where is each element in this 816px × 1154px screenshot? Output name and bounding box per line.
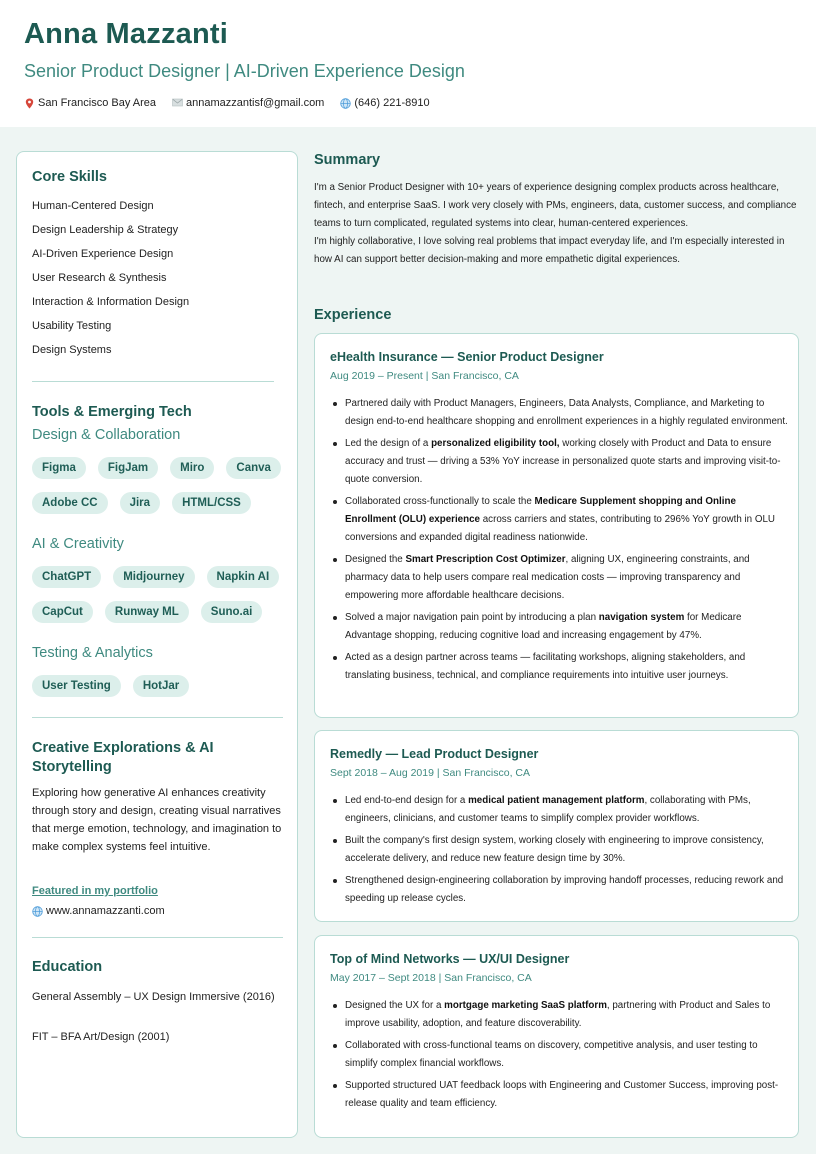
section-divider bbox=[32, 381, 274, 382]
job-bullets bbox=[330, 792, 788, 912]
job-dates: May 2017 – Sept 2018 | San Francisco, CA bbox=[330, 972, 532, 984]
job-bullet bbox=[330, 649, 788, 685]
tool-chip: Miro bbox=[170, 457, 214, 479]
job-bullets bbox=[330, 997, 788, 1117]
education-item: General Assembly – UX Design Immersive (2016) bbox=[32, 991, 275, 1003]
experience-heading: Experience bbox=[314, 307, 392, 323]
bullet-highlight: navigation system bbox=[598, 612, 685, 623]
bullet-text: Supported structured UAT feedback loops with Engineering and Customer Success, improving post-release quality and team efficiency. bbox=[345, 1080, 779, 1109]
bullet-text: Designed the UX for a bbox=[345, 1000, 445, 1011]
creative-heading-line2: Storytelling bbox=[32, 759, 112, 775]
bullet-highlight: Medicare Supplement shopping and Online Enrollment (OLU) experience bbox=[345, 496, 736, 525]
bullet-highlight: medical patient management platform bbox=[468, 795, 645, 806]
tool-chip: FigJam bbox=[98, 457, 158, 479]
tool-chip: Napkin AI bbox=[207, 566, 280, 588]
candidate-name: Anna Mazzanti bbox=[24, 18, 228, 50]
tool-chip: Adobe CC bbox=[32, 492, 108, 514]
section-divider bbox=[32, 937, 283, 938]
job-bullet bbox=[330, 832, 788, 868]
map-pin-icon bbox=[24, 98, 35, 109]
tool-chip: Figma bbox=[32, 457, 86, 479]
envelope-icon bbox=[172, 98, 183, 109]
bullet-text: working closely with Product and Data to ensure accuracy and trust — driving a 53% YoY increase in personalized quote starts and improving visit-to-quote conversion. bbox=[345, 438, 781, 485]
bullet-highlight: mortgage marketing SaaS platform bbox=[444, 1000, 607, 1011]
creative-description: Exploring how generative AI enhances creativity through story and design, creating visual narratives that merge emotion, technology, and imagination to make complex systems feel intuitive. bbox=[32, 787, 282, 853]
contact-info bbox=[24, 97, 446, 109]
bullet-highlight: Smart Prescription Cost Optimizer bbox=[405, 554, 566, 565]
tool-chip: Runway ML bbox=[105, 601, 189, 623]
bullet-text: across carriers and states, contributing to 296% YoY growth in OLU conversions and expanded digital readiness nationwide. bbox=[345, 514, 775, 543]
tool-chip: HTML/CSS bbox=[172, 492, 251, 514]
job-bullets bbox=[330, 395, 788, 689]
tool-chip: Canva bbox=[226, 457, 281, 479]
creative-heading-line1: Creative Explorations & AI bbox=[32, 740, 214, 756]
testing-analytics-chips bbox=[32, 675, 292, 697]
bullet-highlight: personalized eligibility tool, bbox=[431, 438, 560, 449]
education-item: FIT – BFA Art/Design (2001) bbox=[32, 1031, 170, 1043]
job-dates: Aug 2019 – Present | San Francisco, CA bbox=[330, 370, 519, 382]
skill-item: Interaction & Information Design bbox=[32, 296, 190, 308]
skill-item: Design Leadership & Strategy bbox=[32, 224, 179, 236]
summary-paragraph: I'm a Senior Product Designer with 10+ years of experience designing complex products across healthcare, fintech, and enterprise SaaS. I work very closely with PMs, engineers, data, customer success, and compliance teams to turn complicated, regulated systems into clear, human-centered experiences. bbox=[314, 182, 797, 229]
testing-analytics-subheading: Testing & Analytics bbox=[32, 645, 153, 661]
summary-text bbox=[314, 179, 799, 269]
job-bullet bbox=[330, 395, 788, 431]
summary-heading: Summary bbox=[314, 152, 381, 168]
location-text: San Francisco Bay Area bbox=[38, 97, 157, 109]
contact-email[interactable] bbox=[172, 97, 324, 109]
job-role: Remedly — Lead Product Designer bbox=[330, 747, 539, 761]
design-collab-chips bbox=[32, 457, 292, 514]
ai-creativity-chips bbox=[32, 566, 292, 623]
email-text[interactable]: annamazzantisf@gmail.com bbox=[186, 97, 325, 109]
job-bullet bbox=[330, 1077, 788, 1113]
globe-icon bbox=[32, 906, 43, 917]
skill-item: Design Systems bbox=[32, 344, 112, 356]
bullet-text: Acted as a design partner across teams — facilitating workshops, aligning stakeholders, and translating business, technical, and compliance requirements into intuitive user journeys. bbox=[345, 652, 746, 681]
core-skills-heading: Core Skills bbox=[32, 169, 107, 185]
job-role: eHealth Insurance — Senior Product Designer bbox=[330, 350, 604, 364]
job-dates: Sept 2018 – Aug 2019 | San Francisco, CA bbox=[330, 767, 531, 779]
job-card bbox=[314, 730, 799, 922]
bullet-text: Led the design of a bbox=[345, 438, 432, 449]
skill-item: User Research & Synthesis bbox=[32, 272, 167, 284]
website-text[interactable]: www.annamazzanti.com bbox=[46, 905, 165, 917]
bullet-text: , collaborating with PMs, engineers, clinicians, and customer teams to simplify complex provider workflows. bbox=[345, 795, 751, 824]
bullet-text: Led end-to-end design for a bbox=[345, 795, 469, 806]
tool-chip: ChatGPT bbox=[32, 566, 101, 588]
bullet-text: , aligning UX, engineering constraints, and pharmacy data to help users compare real medication costs — improving transparency and empowering more affordable healthcare decisions. bbox=[345, 554, 750, 601]
tool-chip: CapCut bbox=[32, 601, 93, 623]
ai-creativity-subheading: AI & Creativity bbox=[32, 536, 124, 552]
job-bullet bbox=[330, 792, 788, 828]
job-role: Top of Mind Networks — UX/UI Designer bbox=[330, 952, 570, 966]
job-bullet bbox=[330, 997, 788, 1033]
job-bullet bbox=[330, 609, 788, 645]
contact-location bbox=[24, 97, 156, 109]
skill-item: Usability Testing bbox=[32, 320, 112, 332]
tool-chip: Jira bbox=[120, 492, 160, 514]
bullet-text: Collaborated with cross-functional teams on discovery, competitive analysis, and user testing to simplify complex financial workflows. bbox=[345, 1040, 758, 1069]
featured-portfolio-link[interactable]: Featured in my portfolio bbox=[32, 885, 158, 897]
skill-item: AI-Driven Experience Design bbox=[32, 248, 174, 260]
bullet-text: Strengthened design-engineering collaboration by improving handoff processes, reducing rework and speeding up release cycles. bbox=[345, 875, 784, 904]
bullet-text: Built the company's first design system, working closely with engineering to improve consistency, accelerate delivery, and reduce new feature design time by 30%. bbox=[345, 835, 764, 864]
education-heading: Education bbox=[32, 959, 103, 975]
summary-paragraph: I'm highly collaborative, I love solving real problems that impact everyday life, and I'm especially interested in how AI can support better decision-making and more empathetic digital experiences. bbox=[314, 236, 785, 265]
job-card bbox=[314, 935, 799, 1138]
job-bullet bbox=[330, 1037, 788, 1073]
bullet-text: Partnered daily with Product Managers, Engineers, Data Analysts, Compliance, and Marketing to design end-to-end healthcare shopping and enrollment experiences in a highly regulated environment. bbox=[345, 398, 788, 427]
tools-heading: Tools & Emerging Tech bbox=[32, 404, 192, 420]
job-bullet bbox=[330, 493, 788, 547]
skill-item: Human-Centered Design bbox=[32, 200, 154, 212]
resume-header bbox=[0, 0, 816, 127]
job-card bbox=[314, 333, 799, 718]
globe-icon bbox=[340, 98, 351, 109]
job-bullet bbox=[330, 435, 788, 489]
tool-chip: Suno.ai bbox=[201, 601, 263, 623]
bullet-text: Collaborated cross-functionally to scale the bbox=[345, 496, 535, 507]
portfolio-website[interactable] bbox=[32, 905, 165, 917]
bullet-text: Designed the bbox=[345, 554, 406, 565]
sidebar-card bbox=[16, 151, 298, 1138]
tool-chip: Midjourney bbox=[113, 566, 194, 588]
job-bullet bbox=[330, 872, 788, 908]
bullet-text: for Medicare Advantage shopping, reducing cognitive load and increasing engagement by 47%. bbox=[345, 612, 742, 641]
contact-phone[interactable] bbox=[340, 97, 429, 109]
phone-text[interactable]: (646) 221-8910 bbox=[354, 97, 430, 109]
design-collab-subheading: Design & Collaboration bbox=[32, 427, 181, 443]
tool-chip: HotJar bbox=[133, 675, 189, 697]
candidate-title: Senior Product Designer | AI-Driven Experience Design bbox=[24, 61, 465, 81]
tool-chip: User Testing bbox=[32, 675, 121, 697]
section-divider bbox=[32, 717, 283, 718]
bullet-text: , partnering with Product and Sales to improve usability, adoption, and feature discoverability. bbox=[345, 1000, 771, 1029]
bullet-text: Solved a major navigation pain point by introducing a plan bbox=[345, 612, 599, 623]
job-bullet bbox=[330, 551, 788, 605]
